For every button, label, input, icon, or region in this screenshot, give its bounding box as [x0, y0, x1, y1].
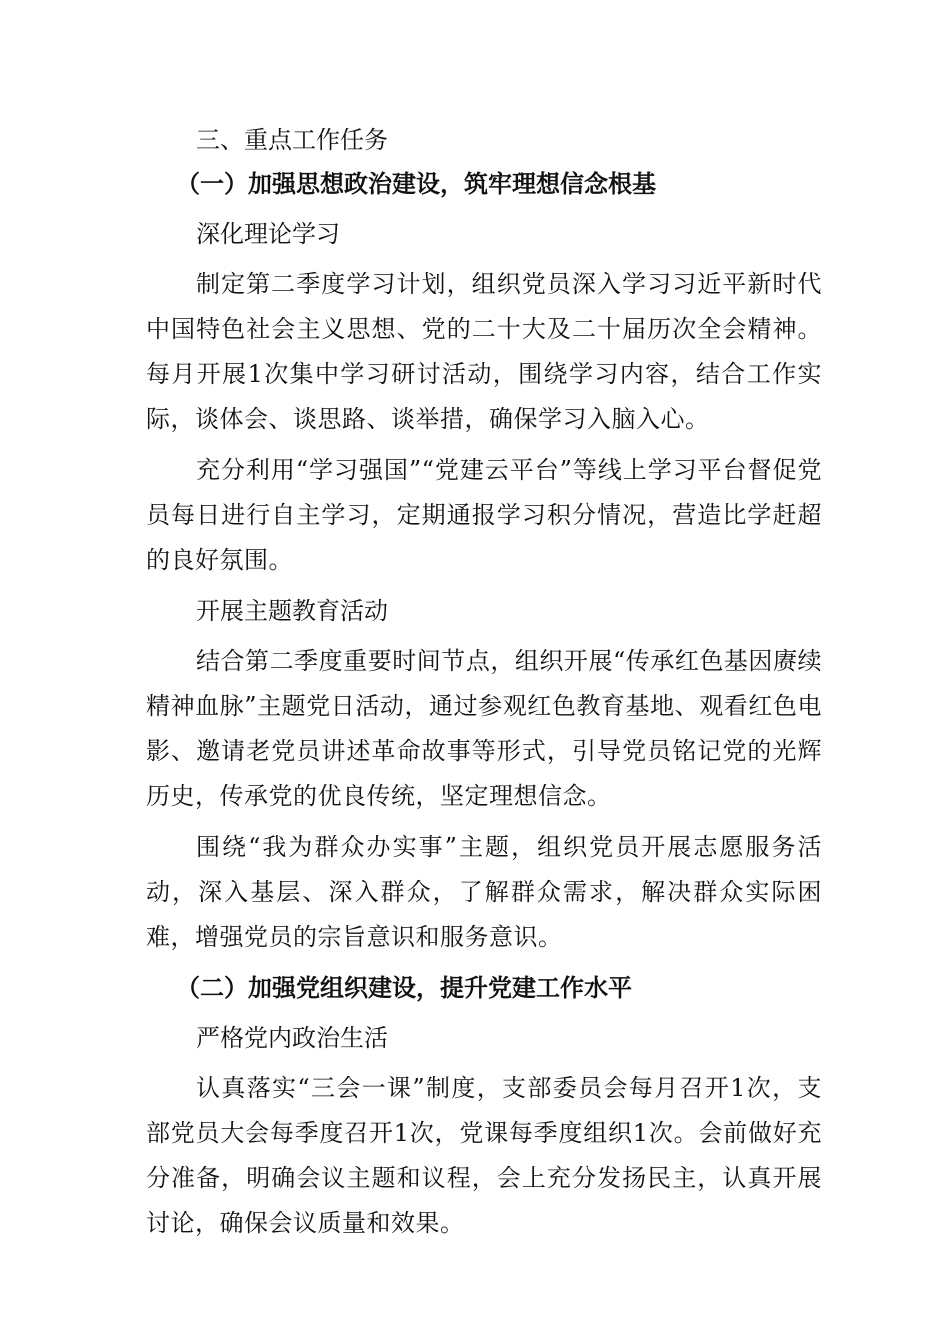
- paragraph: 围绕“我为群众办实事”主题，组织党员开展志愿服务活动，深入基层、深入群众，了解群众需求，解决群众实际困难，增强党员的宗旨意识和服务意识。: [146, 833, 822, 951]
- paragraph: 充分利用“学习强国”“党建云平台”等线上学习平台督促党员每日进行自主学习，定期通报学习积分情况，营造比学赶超的良好氛围。: [146, 456, 822, 574]
- paragraph: 制定第二季度学习计划，组织党员深入学习习近平新时代中国特色社会主义思想、党的二十大及二十届历次全会精神。每月开展1次集中学习研讨活动，围绕学习内容，结合工作实际，谈体会、谈思路、谈举措，确保学习入脑入心。: [146, 270, 822, 433]
- subsection-title-1: （一）加强思想政治建设，筑牢理想信念根基: [176, 169, 656, 198]
- paragraph: 结合第二季度重要时间节点，组织开展“传承红色基因赓续精神血脉”主题党日活动，通过参观红色教育基地、观看红色电影、邀请老党员讲述革命故事等形式，引导党员铭记党的光辉历史，传承党的优良传统，坚定理想信念。: [146, 647, 822, 810]
- topic-title-theme-education: 开展主题教育活动: [196, 597, 388, 625]
- topic-title-theory-study: 深化理论学习: [196, 220, 340, 248]
- section-title: 三、重点工作任务: [196, 126, 388, 154]
- subsection-title-2: （二）加强党组织建设，提升党建工作水平: [176, 973, 632, 1002]
- document-body: [146, 118, 822, 1252]
- paragraph: 认真落实“三会一课”制度，支部委员会每月召开1次，支部党员大会每季度召开1次，党课每季度组织1次。会前做好充分准备，明确会议主题和议程，会上充分发扬民主，认真开展讨论，确保会议质量和效果。: [146, 1074, 822, 1237]
- topic-title-political-life: 严格党内政治生活: [196, 1024, 388, 1052]
